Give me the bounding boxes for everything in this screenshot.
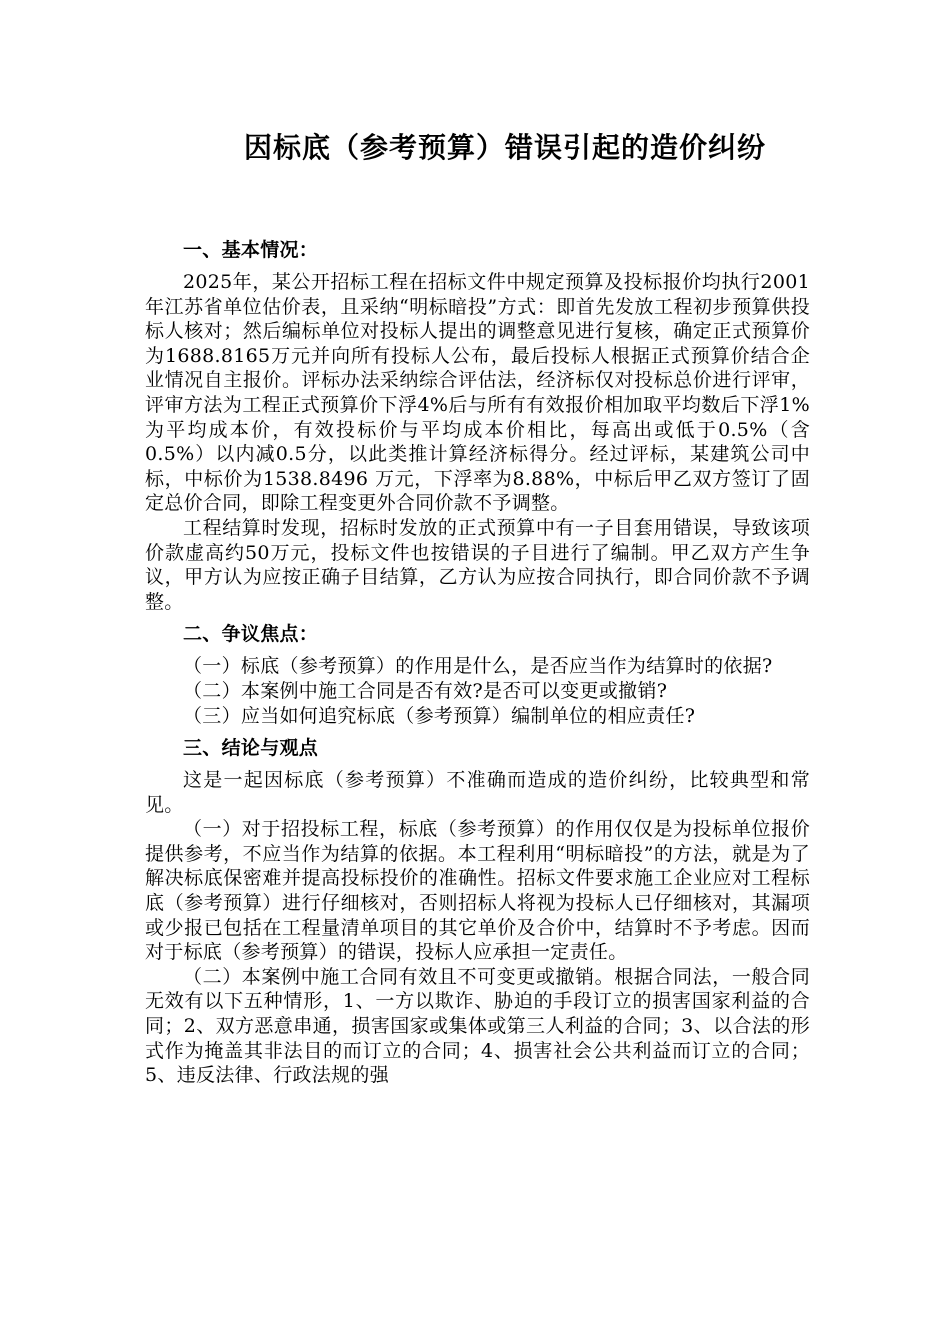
paragraph: （二）本案例中施工合同有效且不可变更或撤销。根据合同法，一般合同无效有以下五种情形，1、一方以欺诈、胁迫的手段订立的损害国家利益的合同；2、双方恶意串通，损害国家或集体或第三人利益的合同；3、以合法的形式作为掩盖其非法目的而订立的合同；4、损害社会公共利益而订立的合同；5、违反法律、行政法规的强	[145, 965, 810, 1087]
list-item: （一）标底（参考预算）的作用是什么，是否应当作为结算时的依据?	[183, 655, 773, 678]
section-heading-dispute-focus: 二、争议焦点：	[183, 623, 319, 646]
paragraph: 这是一起因标底（参考预算）不准确而造成的造价纠纷，比较典型和常见。	[145, 769, 810, 816]
list-item: （三）应当如何追究标底（参考预算）编制单位的相应责任?	[183, 704, 696, 727]
section-heading-conclusion: 三、结论与观点	[183, 737, 319, 760]
list-item: （二）本案例中施工合同是否有效?是否可以变更或撤销?	[183, 679, 668, 702]
document-body	[145, 230, 810, 1088]
paragraph: 2025年，某公开招标工程在招标文件中规定预算及投标报价均执行2001年江苏省单位估价表，且采纳“明标暗投”方式：即首先发放工程初步预算供投标人核对；然后编标单位对投标人提出的调整意见进行复核，确定正式预算价为1688.8165万元并向所有投标人公布，最后投标人根据正式预算价结合企业情况自主报价。评标办法采纳综合评估法，经济标仅对投标总价进行评审，评审方法为工程正式预算价下浮4%后与所有有效报价相加取平均数后下浮1%为平均成本价，有效投标价与平均成本价相比，每高出或低于0.5%（含0.5%）以内减0.5分，以此类推计算经济标得分。经过评标，某建筑公司中标，中标价为1538.8496 万元，下浮率为8.88%，中标后甲乙双方签订了固定总价合同，即除工程变更外合同价款不予调整。	[145, 271, 810, 515]
paragraph: （一）对于招投标工程，标底（参考预算）的作用仅仅是为投标单位报价提供参考，不应当作为结算的依据。本工程利用“明标暗投”的方法，就是为了解决标底保密难并提高投标投价的准确性。招标文件要求施工企业应对工程标底（参考预算）进行仔细核对，否则招标人将视为投标人已仔细核对，其漏项或少报已包括在工程量清单项目的其它单价及合价中，结算时不予考虑。因而对于标底（参考预算）的错误，投标人应承担一定责任。	[145, 818, 810, 964]
section-heading-basic-info: 一、基本情况：	[183, 239, 319, 261]
paragraph: 工程结算时发现，招标时发放的正式预算中有一子目套用错误，导致该项价款虚高约50万元，投标文件也按错误的子目进行了编制。甲乙双方产生争议，甲方认为应按正确子目结算，乙方认为应按合同执行，即合同价款不予调整。	[145, 516, 810, 613]
page-title: 因标底（参考预算）错误引起的造价纠纷	[243, 131, 766, 164]
